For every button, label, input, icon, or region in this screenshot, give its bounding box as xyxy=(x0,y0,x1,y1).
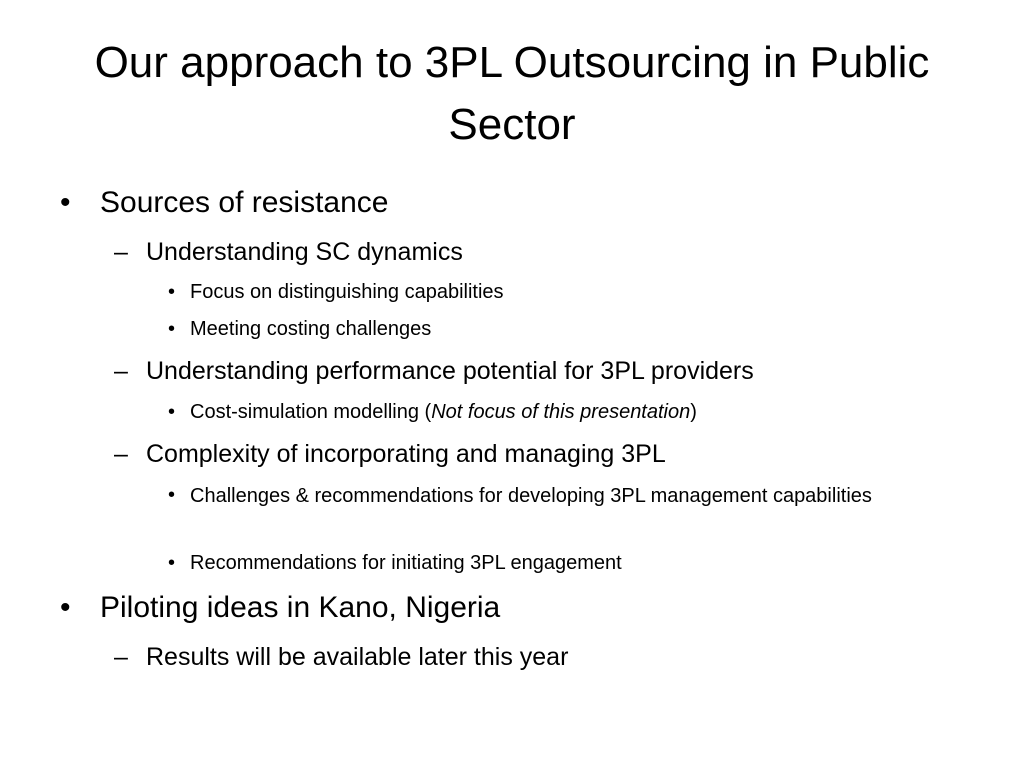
bullet-marker: • xyxy=(168,401,176,423)
subbullet-results: Results will be available later this year xyxy=(146,643,569,671)
point-cost-simulation xyxy=(190,398,697,426)
bullet-marker: • xyxy=(168,484,176,506)
subbullet-sc-dynamics: Understanding SC dynamics xyxy=(146,238,463,266)
subbullet-complexity: Complexity of incorporating and managing 3PL xyxy=(146,440,666,468)
point-distinguishing-capabilities: Focus on distinguishing capabilities xyxy=(190,281,504,303)
bullet-piloting-kano: Piloting ideas in Kano, Nigeria xyxy=(100,591,501,624)
dash-marker: – xyxy=(114,238,128,266)
bullet-sources-of-resistance: Sources of resistance xyxy=(100,186,389,219)
bullet-marker: • xyxy=(60,591,71,624)
point-management-capabilities: Challenges & recommendations for developing 3PL management capabilities xyxy=(190,485,872,507)
slide-title: Our approach to 3PL Outsourcing in Public Sector xyxy=(94,38,930,149)
bullet-marker: • xyxy=(60,186,71,219)
dash-marker: – xyxy=(114,440,128,468)
subbullet-performance-potential: Understanding performance potential for 3PL providers xyxy=(146,357,754,385)
point-initiating-engagement: Recommendations for initiating 3PL engagement xyxy=(190,552,622,574)
point-cost-simulation-close: ) xyxy=(690,401,697,423)
bullet-marker: • xyxy=(168,552,176,574)
point-costing-challenges: Meeting costing challenges xyxy=(190,318,432,340)
dash-marker: – xyxy=(114,643,128,671)
bullet-marker: • xyxy=(168,318,176,340)
point-cost-simulation-note: Not focus of this presentation xyxy=(431,401,691,423)
point-cost-simulation-text: Cost-simulation modelling ( xyxy=(190,401,432,423)
bullet-marker: • xyxy=(168,281,176,303)
dash-marker: – xyxy=(114,357,128,385)
